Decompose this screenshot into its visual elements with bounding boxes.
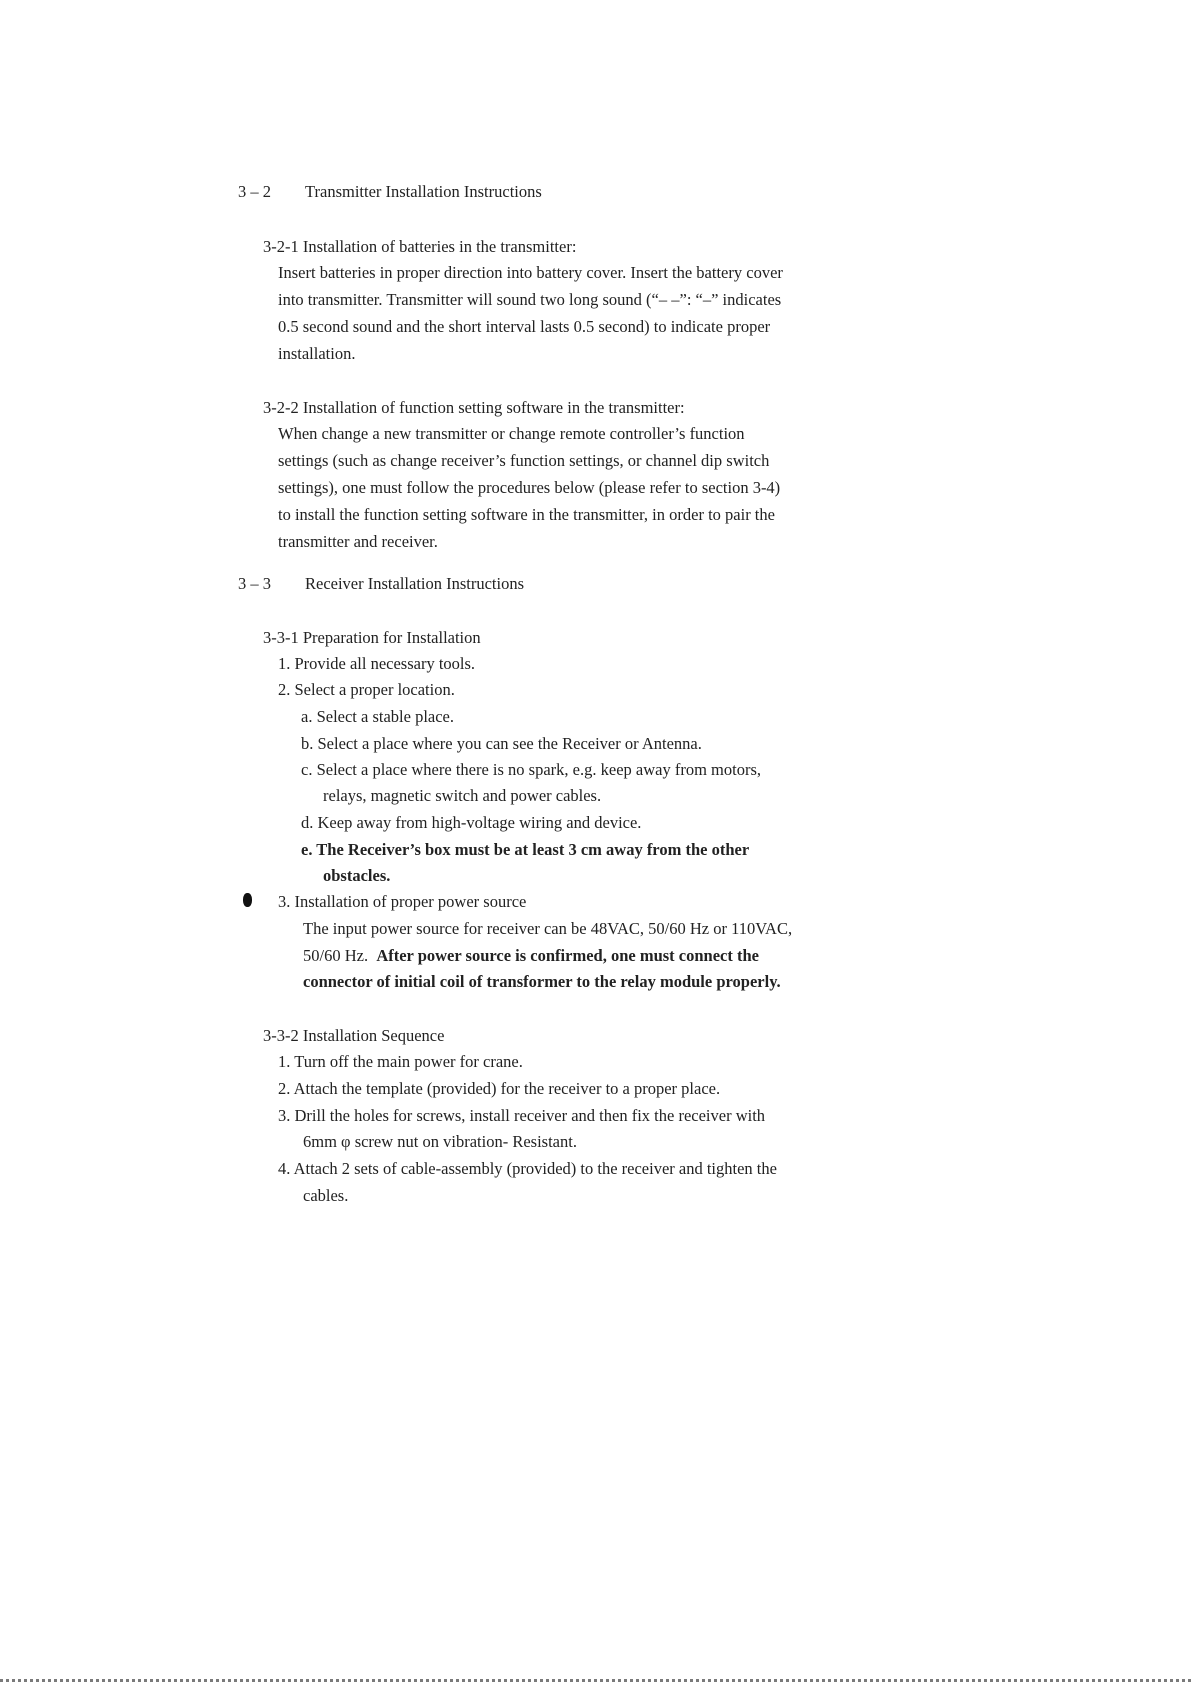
section-3-3-heading: [238, 570, 524, 597]
list-item: 4. Attach 2 sets of cable-assembly (provided) to the receiver and tighten the: [278, 1159, 777, 1178]
subsection-3-2-1-heading: 3-2-1 Installation of batteries in the transmitter:: [263, 237, 577, 256]
paragraph-line: installation.: [278, 344, 356, 363]
subsection-3-2-2-heading: 3-2-2 Installation of function setting software in the transmitter:: [263, 398, 685, 417]
list-item: c. Select a place where there is no spark, e.g. keep away from motors,: [301, 760, 761, 779]
subsection-3-3-2-heading: 3-3-2 Installation Sequence: [263, 1026, 445, 1045]
power-source-emphasis: After power source is confirmed, one must connect the: [376, 946, 759, 965]
list-item: a. Select a stable place.: [301, 707, 455, 726]
list-item: 3. Installation of proper power source: [278, 892, 527, 911]
list-item: cables.: [303, 1186, 349, 1205]
paragraph-line: settings (such as change receiver’s function settings, or channel dip switch: [278, 451, 770, 470]
list-item: obstacles.: [323, 866, 391, 885]
subsection-3-2-1-body: [278, 259, 978, 367]
list-item: 1. Turn off the main power for crane.: [278, 1052, 523, 1071]
section-number: 3 – 3: [238, 574, 271, 593]
paragraph-line: settings), one must follow the procedures below (please refer to section 3-4): [278, 478, 781, 497]
subsection-3-2-2-body: [278, 420, 978, 555]
subsection-3-3-1-heading: 3-3-1 Preparation for Installation: [263, 628, 481, 647]
paragraph-line: 0.5 second sound and the short interval lasts 0.5 second) to indicate proper: [278, 317, 771, 336]
paragraph-line: into transmitter. Transmitter will sound two long sound (“– –”: “–” indicates: [278, 290, 782, 309]
power-source-text: 50/60 Hz.: [303, 946, 369, 965]
page-bottom-border: [0, 1679, 1191, 1682]
list-item: relays, magnetic switch and power cables.: [323, 786, 602, 805]
section-title: Transmitter Installation Instructions: [305, 182, 542, 201]
list-item: 2. Attach the template (provided) for the receiver to a proper place.: [278, 1079, 721, 1098]
paragraph-line: to install the function setting software in the transmitter, in order to pair the: [278, 505, 775, 524]
power-source-line: [303, 942, 759, 969]
section-number: 3 – 2: [238, 182, 271, 201]
paragraph-line: Insert batteries in proper direction into battery cover. Insert the battery cover: [278, 263, 783, 282]
paragraph-line: transmitter and receiver.: [278, 532, 438, 551]
list-item: d. Keep away from high-voltage wiring and device.: [301, 813, 642, 832]
power-source-line: connector of initial coil of transformer to the relay module properly.: [303, 972, 781, 991]
section-3-2-heading: [238, 178, 542, 205]
paragraph-line: When change a new transmitter or change remote controller’s function: [278, 424, 745, 443]
list-item: 1. Provide all necessary tools.: [278, 654, 476, 673]
list-item: 3. Drill the holes for screws, install receiver and then fix the receiver with: [278, 1106, 766, 1125]
list-item: 6mm φ screw nut on vibration- Resistant.: [303, 1132, 577, 1151]
list-item: e. The Receiver’s box must be at least 3 cm away from the other: [301, 840, 750, 859]
section-title: Receiver Installation Instructions: [305, 574, 525, 593]
power-source-line: The input power source for receiver can be 48VAC, 50/60 Hz or 110VAC,: [303, 919, 793, 938]
list-item: b. Select a place where you can see the Receiver or Antenna.: [301, 734, 702, 753]
list-item: 2. Select a proper location.: [278, 680, 455, 699]
bullet-mark: [243, 893, 252, 907]
